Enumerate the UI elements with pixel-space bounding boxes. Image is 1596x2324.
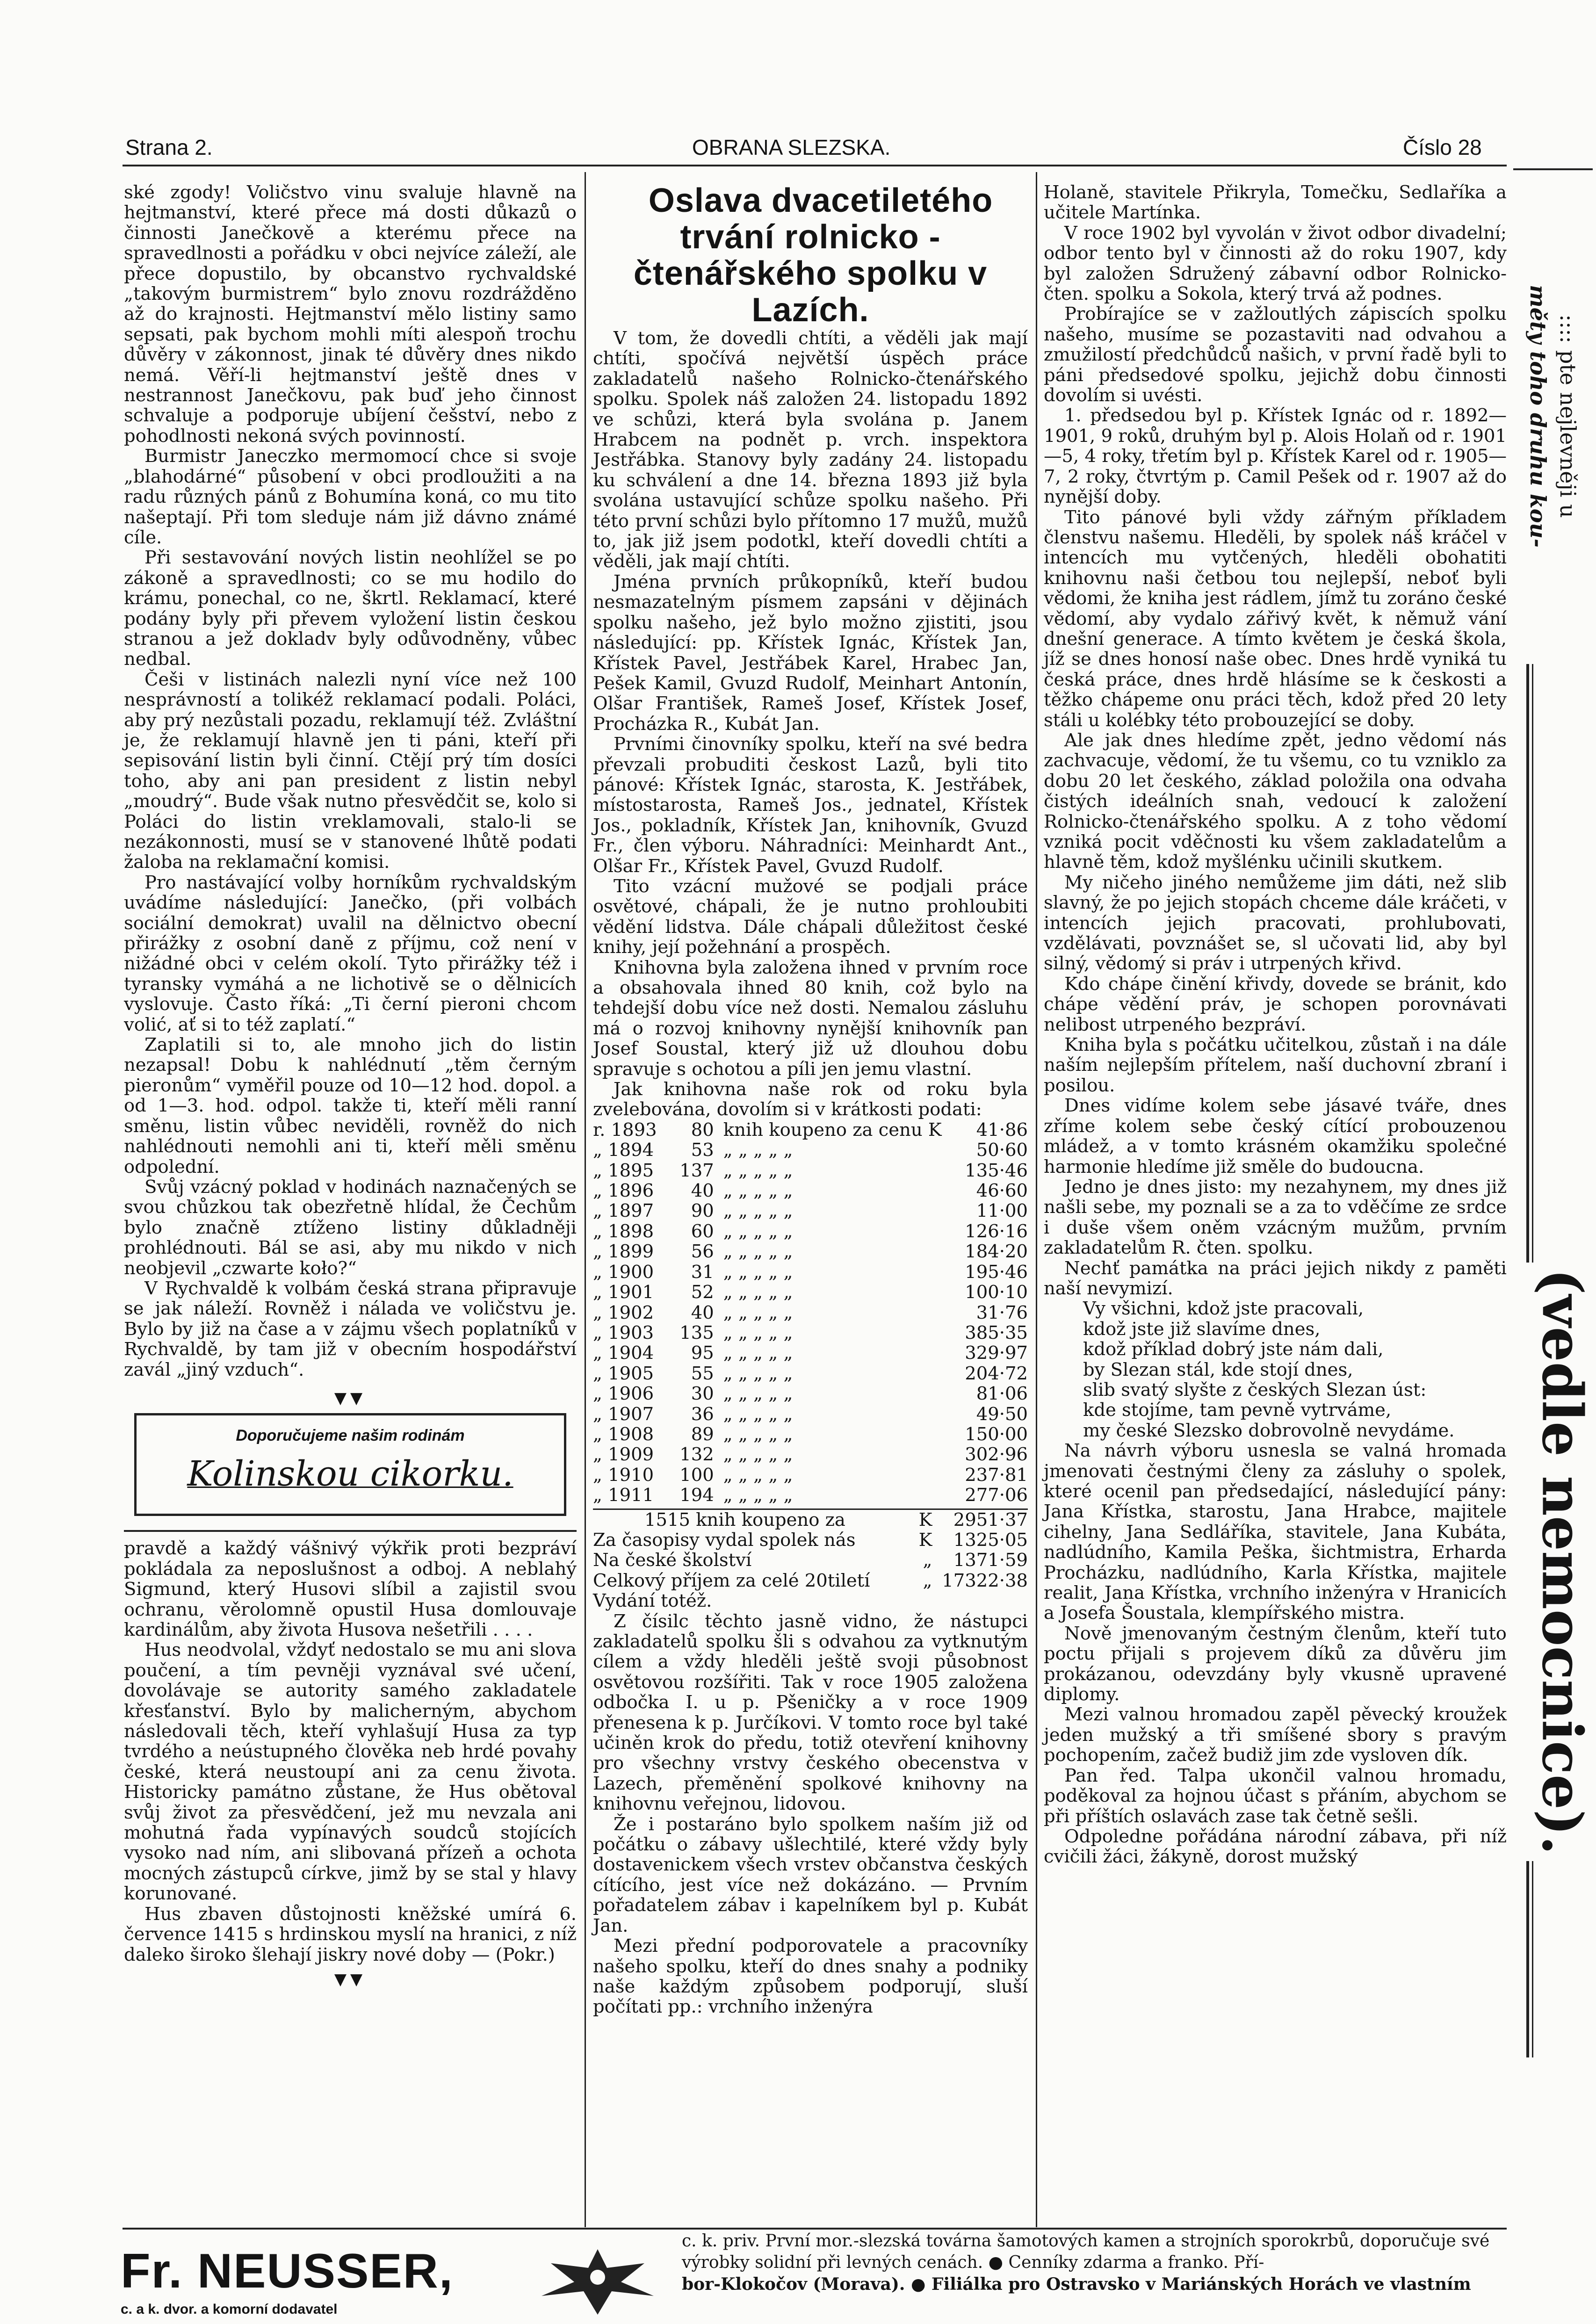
stats-row [593, 1282, 1028, 1302]
sidebar-line-2: :::: pte nejlevněji u [1555, 314, 1581, 518]
article-hus-continuation [124, 1538, 577, 1965]
stats-price: 135·46 [965, 1160, 1028, 1181]
stats-label: „ „ „ „ „ [723, 1140, 793, 1161]
stats-price: 150·00 [965, 1423, 1028, 1445]
paragraph: Ale jak dnes hledíme zpět, jedno vědomí nás zachvacuje, vědomí, že tu všemu, co tu vzniklo za dobu 20 let českého, základ položila ona odvaha čistých ideálních snah, vedoucí k založení Rolnicko-čtenářského spolku. A z toho vědomí vzniká pocit vděčnosti ku všem zakladatelům a hlavně těm, kdož myšlénku učinili skutkem. [1044, 729, 1507, 873]
stats-label: „ „ „ „ „ [723, 1403, 793, 1425]
stats-row [593, 1404, 1028, 1424]
paragraph: Nechť památka na práci jejich nikdy z paměti naší nevymizí. [1044, 1257, 1507, 1299]
stats-count: 80 [691, 1119, 714, 1140]
stats-price: 49·50 [976, 1403, 1028, 1425]
paragraph: Holaně, stavitele Přikryla, Tomečku, Sedlaříka a učitele Martínka. [1044, 182, 1507, 224]
stats-count: 132 [679, 1444, 714, 1465]
stats-label: „ „ „ „ „ [723, 1200, 793, 1222]
stats-label: „ „ „ „ „ [723, 1464, 793, 1486]
stats-year: „ 1910 [593, 1464, 654, 1486]
stats-label: knih koupeno za cenu K [723, 1119, 942, 1140]
stats-price: 31·76 [976, 1302, 1028, 1323]
sidebar-rule-bottom-thin [1532, 1861, 1533, 2057]
totals-row [593, 1530, 1028, 1550]
paragraph: Tito vzácní mužové se podjali práce osvětové, chápali, že je nutno prohloubiti vědění lidstva. Dále chápali důležitost české knihy, její požehnání a prospěch. [593, 875, 1028, 958]
stats-label: „ „ „ „ „ [723, 1241, 793, 1263]
column-divider-1 [585, 172, 586, 2227]
stats-price: 81·06 [976, 1383, 1028, 1405]
stats-row [593, 1201, 1028, 1221]
ad-text-line-2: bor-Klokočov (Morava). ● Filiálka pro Ostravsko v Mariánských Horách ve vlastním [682, 2274, 1471, 2294]
article-heading: Oslava dvacetiletého trvání rolnicko - čtenářského spolku v Lazích. [633, 182, 993, 329]
ad-line-2: Kolinskou cikorku. [187, 1453, 513, 1494]
paragraph: My ničeho jiného nemůžeme jim dáti, než slib slavný, že po jejich stopách chceme dále kráčeti, v intencích jejich pracovati, prohlubovati, vzdělávati, povznášet se, sl učovati lid, aby byl silný, vědomý si práv i utrpených křivd. [1044, 872, 1507, 974]
stats-label: „ „ „ „ „ [723, 1322, 793, 1343]
poem-line: kdož příklad dobrý jste nám dali, [1083, 1339, 1384, 1360]
stats-year: „ 1898 [593, 1220, 654, 1242]
stats-year: „ 1905 [593, 1363, 654, 1384]
stats-price: 385·35 [965, 1322, 1028, 1343]
stats-year: „ 1894 [593, 1140, 654, 1161]
stats-row [593, 1262, 1028, 1282]
stats-row [593, 1303, 1028, 1323]
footer-rule [123, 2228, 1507, 2230]
paragraph: Jména prvních průkopníků, kteří budou nesmazatelným písmem zapsáni v dějinách spolku našeho, jež bylo možno zjistiti, jsou následující: pp. Křístek Ignác, Křístek Jan, Křístek Pavel, Jestřábek Karel, Hrabec Jan, Pešek Kamil, Gvuzd Rudolf, Meinhart Antonín, Olšar František, Rameš Josef, Křístek Josef, Procházka R., Kubát Jan. [593, 571, 1028, 735]
stats-count: 90 [691, 1200, 714, 1222]
poem-line: by Slezan stál, kde stojí dnes, [1083, 1359, 1353, 1380]
stats-count: 95 [691, 1342, 714, 1364]
section-rule [124, 1530, 577, 1532]
stats-label: „ „ „ „ „ [723, 1180, 793, 1202]
totals-amount: 2951·37 [932, 1509, 1028, 1530]
stats-row [593, 1181, 1028, 1201]
column-middle [593, 182, 1028, 2017]
sidebar-address: (vedle nemocnice). [1530, 1269, 1595, 1855]
stats-row [593, 1364, 1028, 1384]
totals-row [593, 1591, 1028, 1611]
sidebar-rule-bottom [1526, 1861, 1529, 2057]
stats-count: 100 [679, 1464, 714, 1486]
totals-currency: „ [923, 1570, 932, 1591]
totals-label: Vydání totéž. [593, 1590, 712, 1612]
stats-count: 135 [679, 1322, 714, 1343]
paragraph: V Rychvaldě k volbám česká strana připravuje se jak náleží. Rovněž i nálada ve voličstvu je. Bylo by již na čase a v zájmu všech poplatníků v Rychvaldě, by tam již v obecním hospodářství zavál „jiný vzduch“. [124, 1277, 577, 1380]
totals-amount: 1325·05 [953, 1529, 1028, 1551]
paragraph: Knihovna byla založena ihned v prvním roce a obsahovala ihned 80 knih, což bylo na tehdejší dobu více než dosti. Nemalou zásluhu má o rozvoj knihovny nynější knihovník pan Josef Soustal, který již už dlouhou dobu spravuje s ochotou a píli jen jemu vlastní. [593, 957, 1028, 1080]
stats-year: „ 1909 [593, 1444, 654, 1465]
sidebar-small-text [1513, 178, 1593, 655]
poem-line: kdož jste již slavíme dnes, [1083, 1318, 1321, 1340]
stats-year: „ 1900 [593, 1261, 654, 1283]
chicory-advertisement [134, 1413, 566, 1516]
stats-label: „ „ „ „ „ [723, 1261, 793, 1283]
paragraph: Hus zbaven důstojnosti kněžské umírá 6. července 1415 s hrdinskou myslí na hranici, z níž daleko široko šlehají jiskry nové doby — (Pokr.) [124, 1903, 577, 1965]
stats-count: 53 [691, 1140, 714, 1161]
column-divider-2 [1036, 172, 1037, 2227]
paragraph: Pro nastávající volby horníkům rychvaldským uvádíme následující: Janečko, (při volbách sociální demokrat) uvalil na dělnictvo obecní přirážky z osobní daně z příjmu, což není v nižádné obci v celém okolí. Tyto přirážky též i tyransky vymáhá a ne lichotivě se o dělnicích vyslovuje. Často říká: „Ti černí pieroni chcom volić, ať si to též zaplatí.“ [124, 872, 577, 1035]
paragraph: Nově jmenovaným čestným členům, kteří tuto poctu přijali s projevem díků za důvěru jim prokázanou, odevzdány byly vkusně upravené diplomy. [1044, 1623, 1507, 1705]
totals-currency: K [906, 1509, 932, 1530]
issue-number: Číslo 28 [1403, 135, 1482, 159]
sidebar-top-rule [1513, 168, 1593, 170]
stats-year: „ 1897 [593, 1200, 654, 1222]
stats-price: 329·97 [965, 1342, 1028, 1364]
stats-year: „ 1911 [593, 1485, 654, 1506]
stats-year: „ 1904 [593, 1342, 654, 1364]
ad-text [682, 2230, 1505, 2295]
stats-row [593, 1120, 1028, 1140]
stats-row [593, 1161, 1028, 1181]
stats-year: „ 1903 [593, 1322, 654, 1343]
column-right [1044, 182, 1507, 1867]
paragraph: V roce 1902 byl vyvolán v život odbor divadelní; odbor tento byl v činnosti až do roku 1907, kdy byl založen Sdružený zábavní odbor Rolnicko-čten. spolku a Sokola, který trvá až podnes. [1044, 222, 1507, 305]
stats-count: 55 [691, 1363, 714, 1384]
paragraph: Jak knihovna naše rok od roku byla zvelebována, dovolím si v krátkosti podati: [593, 1079, 1028, 1120]
totals-currency [906, 1591, 932, 1611]
totals-label: Celkový příjem za celé 20tiletí [593, 1570, 870, 1591]
totals-row [593, 1550, 1028, 1570]
paragraph: Pan řed. Talpa ukončil valnou hromadu, poděkoval za hojnou účast s přáním, abychom se při příštích oslavách zase tak četně sešli. [1044, 1765, 1507, 1827]
stats-count: 36 [691, 1403, 714, 1425]
article-rychvald-text [124, 182, 577, 1380]
paragraph: Probírajíce se v zažloutlých zápiscích spolku našeho, musíme se pozastaviti nad odvahou a zmužilostí předchůdců našich, v první řadě byli to páni předsedové spolku, jejichž dobu činnosti dovolím si uvésti. [1044, 303, 1507, 406]
paragraph: Při sestavování nových listin neohlížel se po zákoně a spravedlnosti; co se mu hodilo do krámu, ponechal, co ne, škrtl. Reklamací, které podány byly při převem vyložení listin českou stranou a jež dokladv byly odůvodněny, vůbec nedbal. [124, 547, 577, 670]
ad-brand: Fr. NEUSSER, [121, 2244, 454, 2298]
stats-price: 126·16 [965, 1220, 1028, 1242]
paragraph: Jedno je dnes jisto: my nezahynem, my dnes již našli sebe, my poznali se a za to vděčíme ze srdce i duše všem oněm vzácným mužům, prvním zakladatelům R. čten. spolku. [1044, 1176, 1507, 1259]
paragraph: Prvními činovníky spolku, kteří na své bedra převzali probuditi českost Lazů, byli tito pánové: Křístek Ignác, starosta, K. Jestřábek, místostarosta, Rameš Jos., jednatel, Křístek Jos., pokladník, Křístek Jan, knihovník, Gvuzd Fr., člen výboru. Náhradníci: Meinhardt Ant., Olšar Fr., Křístek Pavel, Gvuzd Rudolf. [593, 734, 1028, 877]
stats-year: r. 1893 [593, 1119, 657, 1140]
totals-amount: 1371·59 [953, 1550, 1028, 1571]
ad-text-line-1: c. k. priv. První mor.-slezská továrna šamotových kamen a strojních sporokrbů, doporučuje své výrobky solidní při levných cenách. ● Cenníky zdarma a franko. Pří- [682, 2231, 1490, 2272]
stats-price: 237·81 [965, 1464, 1028, 1486]
stats-price: 11·00 [976, 1200, 1028, 1222]
section-divider: ▼▼ [334, 1388, 367, 1407]
stats-price: 100·10 [965, 1282, 1028, 1303]
stats-price: 46·60 [976, 1180, 1028, 1202]
stats-year: „ 1902 [593, 1302, 654, 1323]
newspaper-title: OBRANA SLEZSKA. [692, 135, 891, 159]
column-left [124, 182, 577, 1990]
paragraph: Že i postaráno bylo spolkem naším již od počátku o zábavy ušlechtilé, které vždy byly dostavenickem všech vrstev občanstva českých cítícího, jest více než dokázáno. — Prvním pořadatelem zábav i kapelníkem byl p. Kubát Jan. [593, 1813, 1028, 1936]
stats-count: 40 [691, 1180, 714, 1202]
paragraph: Na návrh výboru usnesla se valná hromada jmenovati čestnými členy za zásluhy o spolek, které ocenil pan předsedající, následující pány: Jana Křístka, starostu, Jana Hrabce, majitele cihelny, Jana Sedláříka, stavitele, Jana Kubáta, nadlúdního, Kamila Peška, šichtmistra, Erharda Procházku, nadlúdního, Karla Křístka, majitele realit, Jana Křístka, vrchního inženýra v Hranicích a Josefa Šoustala, klempířského mistra. [1044, 1440, 1507, 1624]
stats-label: „ „ „ „ „ [723, 1485, 793, 1506]
sidebar-advertisement [1513, 168, 1593, 2057]
stats-year: „ 1906 [593, 1383, 654, 1405]
stats-count: 31 [691, 1261, 714, 1283]
stats-count: 40 [691, 1302, 714, 1323]
sidebar-line-1: měty toho druhu kou- [1525, 285, 1551, 548]
stats-count: 60 [691, 1220, 714, 1242]
neusser-advertisement [121, 2230, 1505, 2324]
stats-label: „ „ „ „ „ [723, 1444, 793, 1465]
totals-label: Za časopisy vydal spolek nás [593, 1529, 856, 1551]
stats-row [593, 1465, 1028, 1485]
paragraph: Kdo chápe činění křivdy, dovede se bránit, kdo chápe vědění práv, je schopen porovnávati nelibost utrpeného bezpráví. [1044, 973, 1507, 1035]
stats-price: 302·96 [965, 1444, 1028, 1465]
sidebar-big-text [1532, 1267, 1593, 1856]
paragraph: ské zgody! Voličstvo vinu svaluje hlavně na hejtmanství, které přece má dosti důkazů o činnosti Janečkově a kterému přece na spravedlnosti a pořádku v obci nejvíce záleží, ale přece dopustilo, by obcanstvo rychvaldské „takovým burmistrem“ bylo znovu rozdrážděno až do krajnosti. Hejtmanství mělo listiny samo sepsati, pak bychom mohli míti alespoň trochu důvěry v zákonnost, jinak té důvěry dnes nikdo nemá. Věří-li hejtmanství ještě dnes v nestrannost Janečkovu, pak buď jeho činnost schvaluje a podporuje ubíjení češství, nebo z pohodlnosti nekoná svých povinností. [124, 182, 577, 447]
stats-price: 184·20 [965, 1241, 1028, 1263]
totals-amount: 17322·38 [942, 1570, 1028, 1591]
paragraph: 1. předsedou byl p. Křístek Ignác od r. 1892—1901, 9 roků, druhým byl p. Alois Holaň od r. 1901—5, 4 roky, třetím byl p. Křístek Karel od r. 1905—7, 2 roky, čtvrtým p. Camil Pešek od r. 1907 až do nynější doby. [1044, 405, 1507, 508]
poem [1044, 1299, 1507, 1441]
poem-line: Vy všichni, kdož jste pracovali, [1083, 1298, 1364, 1320]
poem-line: kde stojíme, tam pevně vytrváme, [1083, 1400, 1392, 1421]
library-totals-table [593, 1508, 1028, 1611]
paragraph: Zaplatili si to, ale mnoho jich do listin nezapsal! Dobu k nahlédnutí „těm černým pieronům“ vyměřil pouze od 10—12 hod. dopol. a od 1—3. hod. odpol. takže ti, kteří měli ranní směnu, listin vůbec neviděli, rovněž do nich nahlédnouti nemohli ani ti, kteří měli směnu odpolední. [124, 1034, 577, 1177]
header-rule [123, 165, 1507, 166]
totals-label: 1515 knih koupeno za [593, 1509, 906, 1530]
paragraph: Z čísilc těchto jasně vidno, že nástupci zakladatelů spolku šli s odvahou za vytknutým cílem a vždy hleděli ještě svoji působnost osvětovou rozšířiti. Tak v roce 1905 založena odbočka I. u p. Pšeničky a v roce 1909 přenesena k p. Jurčíkovi. V tomto roce byl také učiněn krok do předu, totiž otevření knihovny pro všechny vrstvy českého obecenstva v Lazech, přeměnění spolkové knihovny na knihovnu veřejnou, lidovou. [593, 1610, 1028, 1815]
stats-label: „ „ „ „ „ [723, 1423, 793, 1445]
sidebar-rule-left-thin [1532, 664, 1533, 1263]
paragraph: Hus neodvolal, vždyť nedostalo se mu ani slova poučení, a tím pevněji vyznával své učení, dovolávaje se autority samého zakladatele křesťanství. Bylo by malicherným, abychom následovali těch, kteří vyhlašují Husa za typ tvrdého a neústupného člověka neb hrdé povahy české, která neustoupí ani za cenu života. Historicky památno zůstane, že Hus obětoval svůj život za přesvědčení, jež mu nevzala ani mohutná řada vypínavých soudců stojících vysoko nad ním, ani slibovaná přízeň a ochota mocných zástupců církve, jimž by se stal y hlavy korunované. [124, 1639, 577, 1905]
paragraph: V tom, že dovedli chtíti, a věděli jak mají chtíti, spočívá největší úspěch práce zakladatelů našeho Rolnicko-čtenářského spolku. Spolek náš založen 24. listopadu 1892 ve schůzi, která byla svolána p. Janem Hrabcem na podnět p. vrch. inspektora Jestřábka. Stanovy byly zadány 24. listopadu ku schválení a dne 14. března 1893 již byla svolána ustavující schůze spolku našeho. Při této první schůzi bylo přítomno 17 mužů, mužů to, jak již jsem podotkl, kteří dovedli chtíti a věděli, jak mají chtíti. [593, 328, 1028, 572]
stats-row [593, 1241, 1028, 1262]
stats-price: 277·06 [965, 1485, 1028, 1506]
stats-row [593, 1485, 1028, 1505]
stats-label: „ „ „ „ „ [723, 1383, 793, 1405]
paragraph: pravdě a každý vášnivý výkřik proti bezpráví pokládala za neposlušnost a odboj. A neblahý Sigmund, který Husovi slíbil a zajistil svou ochranu, věrolomně opustil Husa domlouvaje kardinálům, aby života Husova nešetřili . . . . [124, 1538, 577, 1640]
totals-currency: „ [923, 1550, 932, 1571]
stats-year: „ 1895 [593, 1160, 654, 1181]
stats-count: 89 [691, 1423, 714, 1445]
stats-count: 56 [691, 1241, 714, 1263]
stats-row [593, 1424, 1028, 1444]
imperial-eagle-emblem-icon [532, 2235, 663, 2319]
paragraph: Odpoledne pořádána národní zábava, při níž cvičili žáci, žákyně, dorost mužský [1044, 1826, 1507, 1868]
stats-count: 137 [679, 1160, 714, 1181]
sidebar-rule-left [1526, 664, 1529, 1263]
paragraph: Kniha byla s počátku učitelkou, zůstaň i na dále naším nejlepším přítelem, naší duchovní zbraní i posilou. [1044, 1034, 1507, 1096]
stats-label: „ „ „ „ „ [723, 1160, 793, 1181]
stats-price: 195·46 [965, 1261, 1028, 1283]
paragraph: Mezi valnou hromadou zapěl pěvecký kroužek jeden mužský a tři smíšené sbory s pravým pochopením, začež budiž jim zde vysloven dík. [1044, 1704, 1507, 1766]
stats-row [593, 1384, 1028, 1404]
paragraph: Tito pánové byli vždy zářným příkladem členstvu našemu. Hleděli, by spolek náš kráčel v intencích mu vytčených, hleděli obohatiti knihovnu naši četbou tou nejlepší, neboť byli vědomi, že kniha jest rádlem, jímž tu zoráno české vědomí, aby vydalo zářivý květ, k němuž vání dnešní generace. A tímto květem je česká škola, jíž se dnes honosí naše obec. Dnes hrdě vyniká tu česká práce, dnes hrdě hlásíme se k českosti a těžko chápeme onu práci těch, kdož před 20 lety stáli u kolébky této probouzející se doby. [1044, 506, 1507, 731]
stats-row [593, 1343, 1028, 1363]
stats-year: „ 1908 [593, 1423, 654, 1445]
paragraph: Burmistr Janeczko mermomocí chce si svoje „blahodárné“ působení v obci prodloužiti a na radu různých pánů z Bohumína koná, co mu tito našeptají. Při tom sleduje nám již dávno známé cíle. [124, 446, 577, 548]
totals-label: Na české školství [593, 1550, 752, 1571]
paragraph: Dnes vidíme kolem sebe jásavé tváře, dnes zříme kolem sebe český cítící probouzenou mládež, a v tomto krásném okamžiku společné harmonie hledíme již směle do budoucna. [1044, 1095, 1507, 1177]
paragraph: Češi v listinách nalezli nyní více než 100 nesprávností a tolikéž reklamací podali. Poláci, aby prý nezůstali pozadu, reklamují též. Zvláštní je, že reklamují hlavně jen ti páni, kteří při sepisování listin byli činní. Ctějí prý tím dosíci toho, aby ani pan president z listin nebyl „moudrý“. Bude však nutno přesvědčit se, kolo si Poláci do listin vreklamovali, stalo-li se nezákonnosti, musí se v stanovené lhůtě podati žaloba na reklamační komisi. [124, 669, 577, 873]
ad-subtitle: c. a k. dvor. a komorní dodavatel [121, 2302, 338, 2317]
stats-year: „ 1896 [593, 1180, 654, 1202]
page-number: Strana 2. [125, 135, 213, 159]
stats-price: 204·72 [965, 1363, 1028, 1384]
stats-label: „ „ „ „ „ [723, 1220, 793, 1242]
paragraph: Mezi přední podporovatele a pracovníky našeho spolku, kteří do dnes snahy a podniky naše každým způsobem podporují, sluší počítati pp.: vrchního inženýra [593, 1935, 1028, 2018]
stats-label: „ „ „ „ „ [723, 1282, 793, 1303]
stats-year: „ 1901 [593, 1282, 654, 1303]
totals-currency: K [918, 1529, 932, 1551]
poem-line: my české Slezsko dobrovolně nevydáme. [1083, 1420, 1455, 1441]
stats-count: 52 [691, 1282, 714, 1303]
stats-row [593, 1323, 1028, 1343]
stats-price: 41·86 [976, 1119, 1028, 1140]
stats-row [593, 1140, 1028, 1160]
stats-year: „ 1899 [593, 1241, 654, 1263]
paragraph: Svůj vzácný poklad v hodinách naznačených se svou chůzkou tak obezřetně hlídal, že Čechům bylo značně ztíženo listiny důkladněji prohlédnouti. Bál se asi, aby mu nikdo v nich neobjevil „czwarte koło?“ [124, 1176, 577, 1279]
stats-row [593, 1221, 1028, 1241]
poem-line: slib svatý slyšte z českých Slezan úst: [1083, 1379, 1427, 1400]
totals-amount [932, 1591, 1028, 1611]
stats-label: „ „ „ „ „ [723, 1302, 793, 1323]
stats-label: „ „ „ „ „ [723, 1363, 793, 1384]
stats-label: „ „ „ „ „ [723, 1342, 793, 1364]
stats-row [593, 1444, 1028, 1465]
totals-row [593, 1509, 1028, 1530]
ad-line-1: Doporučujeme našim rodinám [236, 1427, 465, 1445]
stats-year: „ 1907 [593, 1403, 654, 1425]
stats-count: 30 [691, 1383, 714, 1405]
stats-price: 50·60 [976, 1140, 1028, 1161]
totals-row [593, 1571, 1028, 1591]
section-divider-end: ▼▼ [334, 1970, 367, 1989]
library-stats-table [593, 1120, 1028, 1506]
stats-count: 194 [679, 1485, 714, 1506]
